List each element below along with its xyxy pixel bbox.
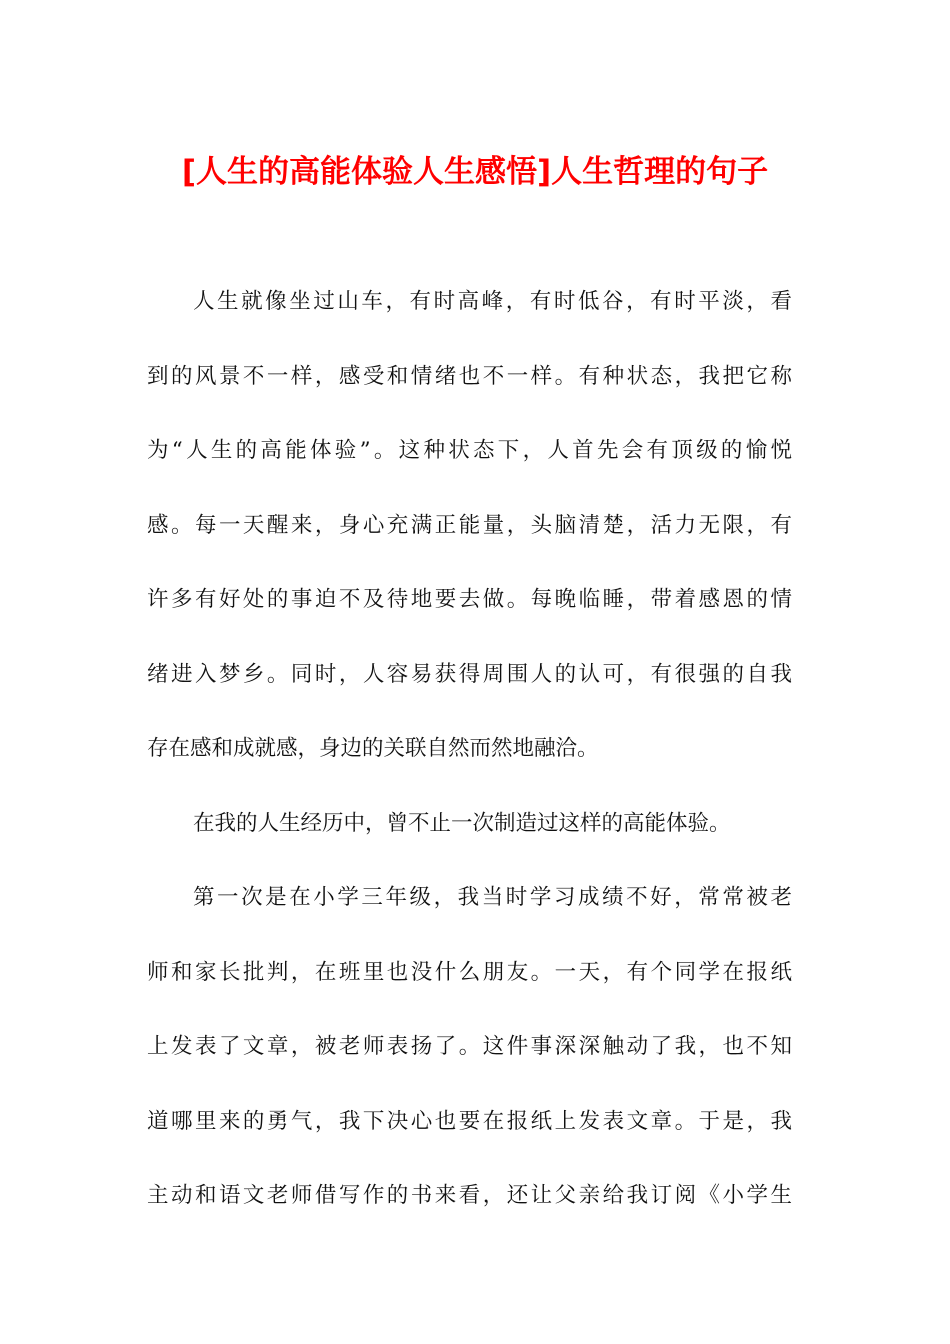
body-line: 人生就像坐过山车，有时高峰，有时低谷，有时平淡，看 [193,289,792,314]
body-line: 第一次是在小学三年级，我当时学习成绩不好，常常被老 [193,885,792,910]
body-line: 道哪里来的勇气，我下决心也要在报纸上发表文章。于是，我 [147,1108,792,1134]
body-line: 上发表了文章，被老师表扬了。这件事深深触动了我，也不知 [147,1034,792,1059]
body-line: 许多有好处的事迫不及待地要去做。每晚临睡，带着感恩的情 [147,587,792,612]
body-line: 为“人生的高能体验”。这种状态下，人首先会有顶级的愉悦 [147,438,792,463]
document-title: [人生的高能体验人生感悟]人生哲理的句子 [181,154,769,190]
body-line: 到的风景不一样，感受和情绪也不一样。有种状态，我把它称 [147,363,792,389]
body-line: 主动和语文老师借写作的书来看，还让父亲给我订阅《小学生 [147,1183,792,1208]
document-body [147,280,792,1249]
body-line: 师和家长批判，在班里也没什么朋友。一天，有个同学在报纸 [147,959,792,985]
body-line: 存在感和成就感，身边的关联自然而然地融洽。 [147,736,599,761]
body-line: 在我的人生经历中，曾不止一次制造过这样的高能体验。 [193,810,731,836]
body-line: 绪进入梦乡。同时，人容易获得周围人的认可，有很强的自我 [147,661,792,687]
body-line: 感。每一天醒来，身心充满正能量，头脑清楚，活力无限，有 [147,512,792,538]
